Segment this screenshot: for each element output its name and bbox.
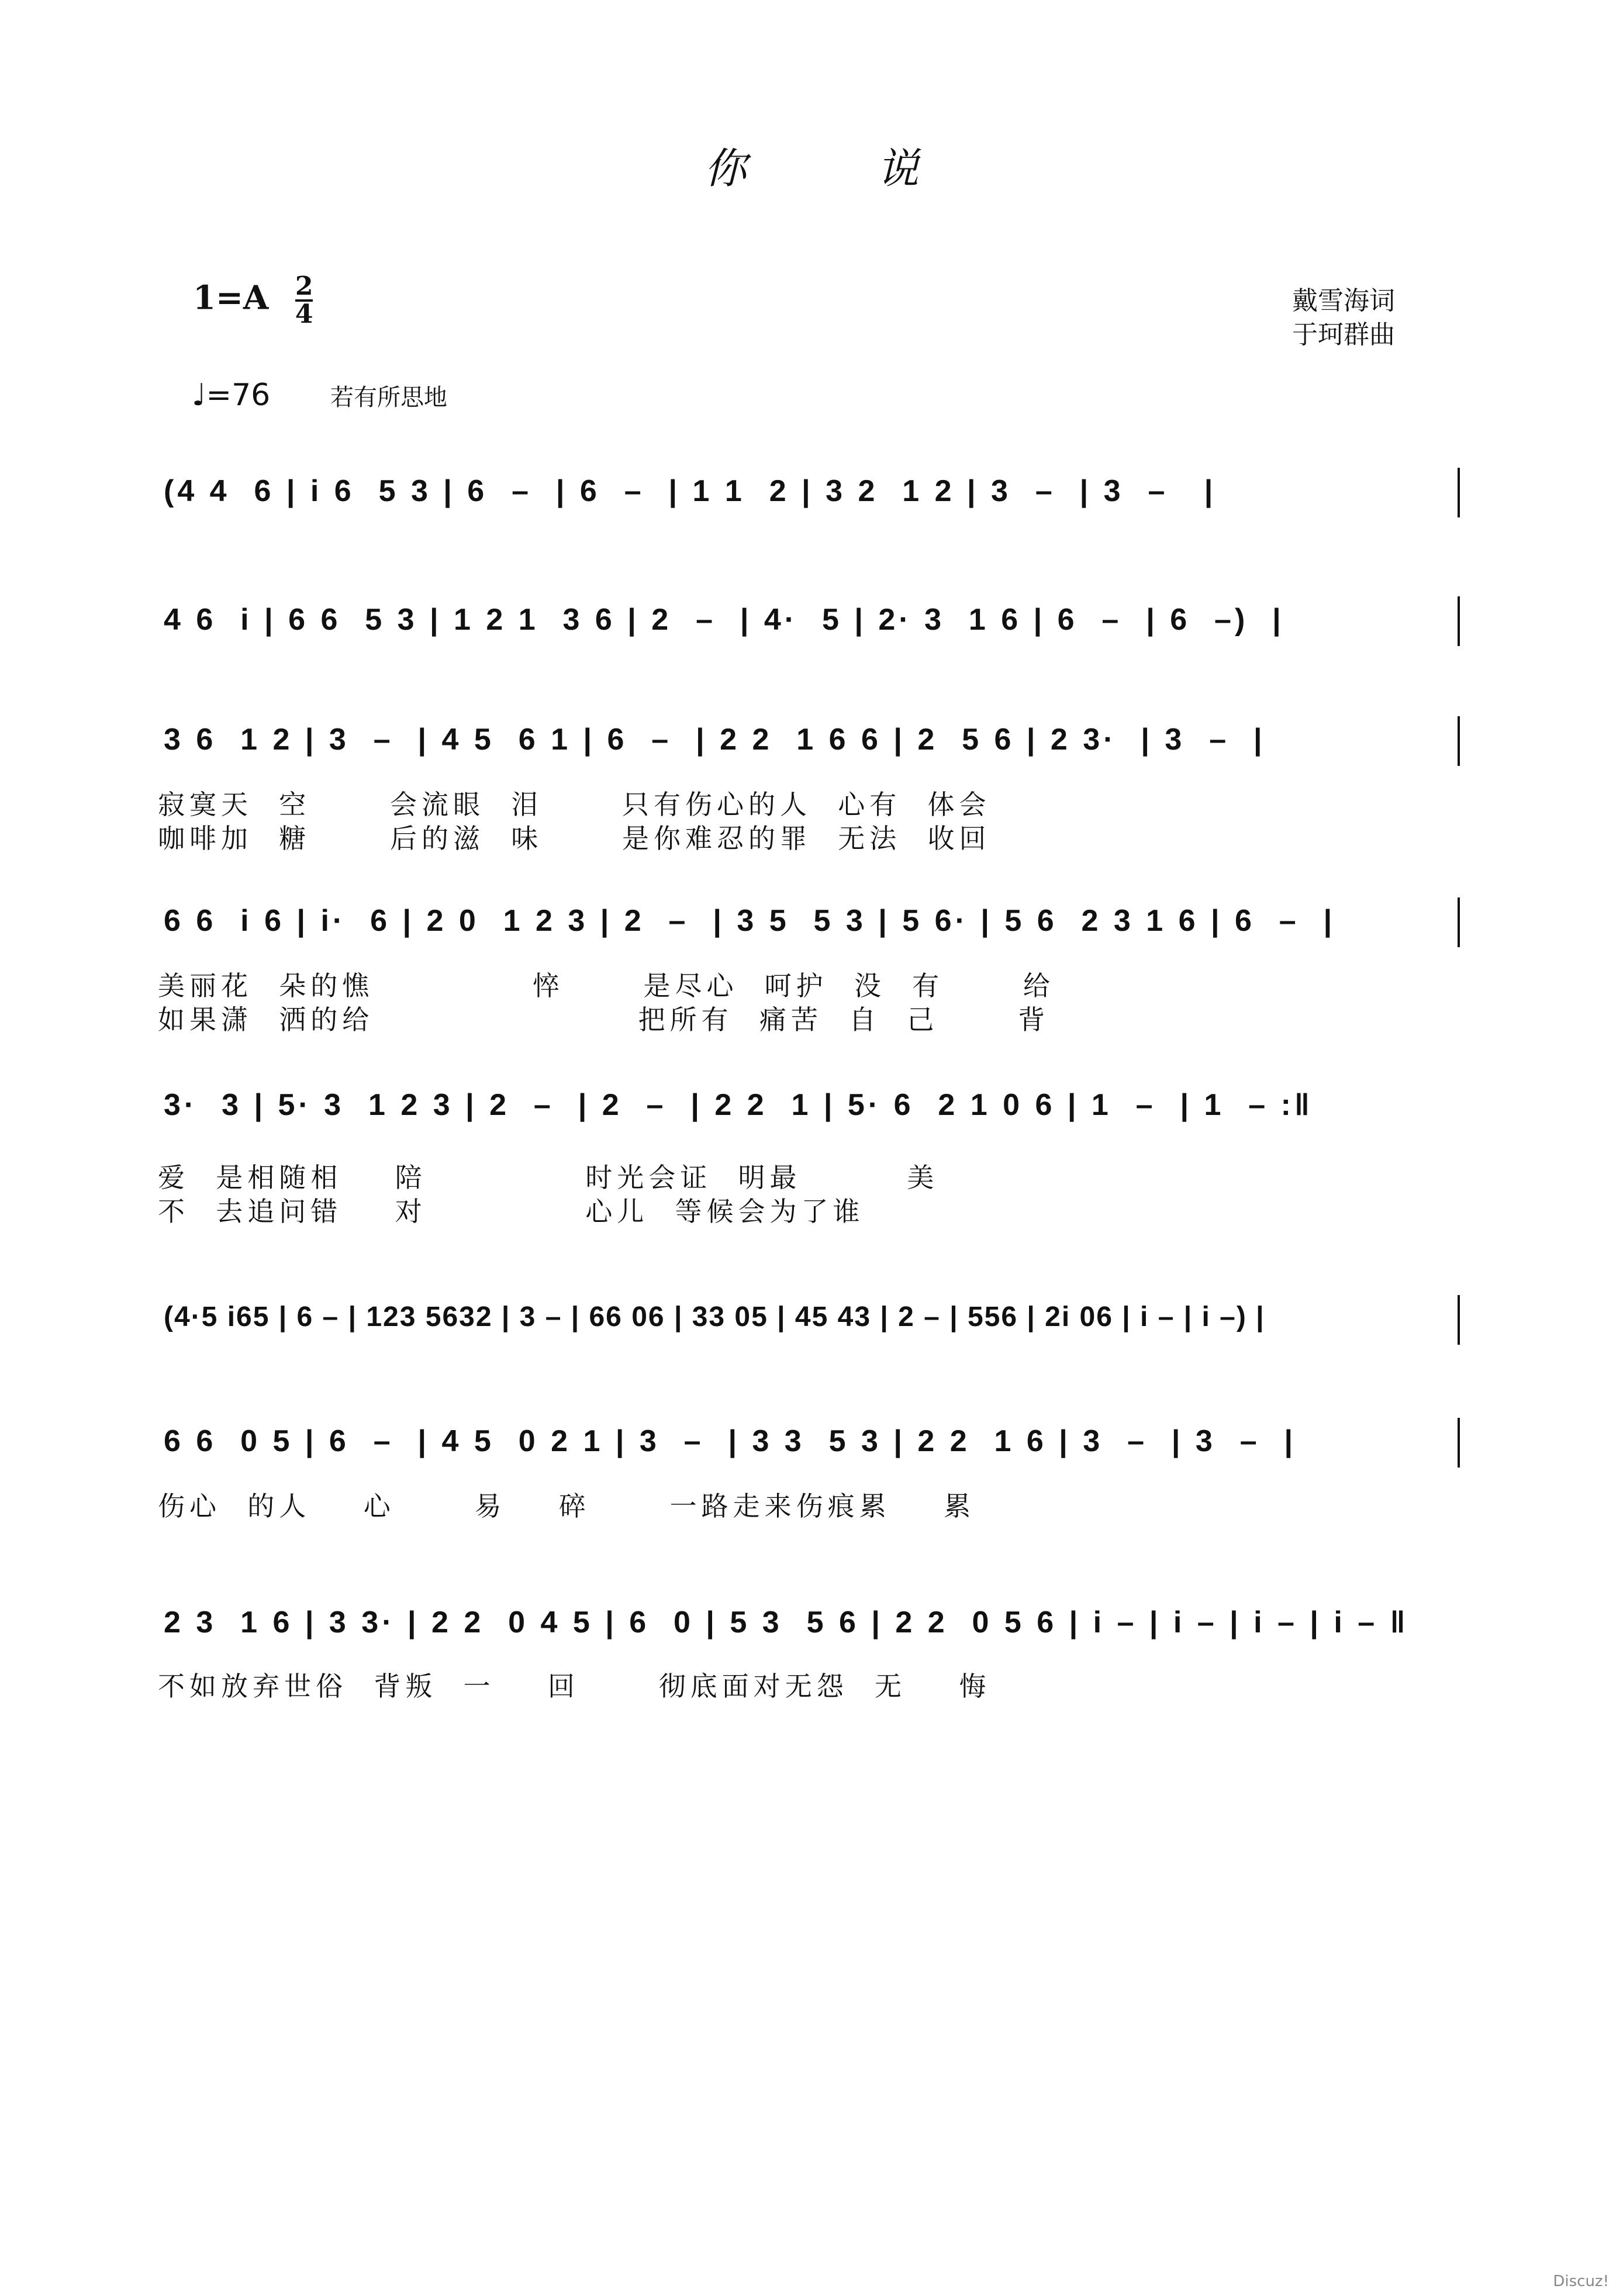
- time-signature: [295, 271, 313, 329]
- lyrics-row-8-verse-1: 不如放弃世俗 背叛 一 回 彻底面对无怨 无 悔: [158, 1670, 991, 1702]
- expression-text: 若有所思地: [330, 384, 447, 411]
- score-row-3: 3 6 1 2 | 3 – | 4 5 6 1 | 6 – | 2 2 1 6 6 | 2 5 6 | 2 3· | 3 – |: [164, 723, 1266, 757]
- score-row-1: (4 4 6 | i 6 5 3 | 6 – | 6 – | 1 1 2 | 3 2 1 2 | 3 – | 3 – |: [164, 474, 1217, 508]
- lyricist: 戴雪海词: [1292, 286, 1395, 316]
- tempo-value: ♩=76: [192, 378, 271, 413]
- lyrics-row-7-verse-1: 伤心 的人 心 易 碎 一路走来伤痕累 累: [158, 1490, 976, 1522]
- lyrics-row-3-verse-2: 咖啡加 糖 后的滋 味 是你难忍的罪 无法 收回: [158, 823, 991, 854]
- song-title: [0, 134, 1623, 195]
- tempo-marking: [192, 378, 447, 413]
- lyrics-row-4-verse-1: 美丽花 朵的憔 悴 是尽心 呵护 没 有 给: [158, 970, 1055, 1002]
- key-signature: [193, 271, 313, 329]
- score-row-4: 6 6 i 6 | i· 6 | 2 0 1 2 3 | 2 – | 3 5 5 3 | 5 6· | 5 6 2 3 1 6 | 6 – |: [164, 904, 1336, 938]
- score-row-5: 3· 3 | 5· 3 1 2 3 | 2 – | 2 – | 2 2 1 | 5· 6 2 1 0 6 | 1 – | 1 – :‖: [164, 1088, 1313, 1122]
- composer: 于珂群曲: [1292, 320, 1395, 350]
- lyrics-row-5-verse-1: 爱 是相随相 陪 时光会证 明最 美: [158, 1162, 939, 1193]
- watermark: Discuz!: [1553, 2273, 1609, 2290]
- key-label: 1=A: [193, 278, 269, 317]
- title-char-1: 你: [704, 144, 747, 193]
- title-char-2: 说: [876, 144, 919, 193]
- lyrics-row-4-verse-2: 如果潇 洒的给 把所有 痛苦 自 己 背: [158, 1004, 1050, 1035]
- lyrics-row-5-verse-2: 不 去追问错 对 心儿 等候会为了谁: [158, 1196, 865, 1227]
- score-row-8: 2 3 1 6 | 3 3· | 2 2 0 4 5 | 6 0 | 5 3 5 6 | 2 2 0 5 6 | i – | i – | i – | i – ‖: [164, 1606, 1409, 1639]
- time-bottom: 4: [295, 299, 313, 329]
- score-row-7: 6 6 0 5 | 6 – | 4 5 0 2 1 | 3 – | 3 3 5 3 | 2 2 1 6 | 3 – | 3 – |: [164, 1424, 1297, 1458]
- time-top: 2: [295, 271, 313, 301]
- score-row-2: 4 6 i | 6 6 5 3 | 1 2 1 3 6 | 2 – | 4· 5 | 2· 3 1 6 | 6 – | 6 –) |: [164, 603, 1284, 637]
- credits: [1292, 284, 1395, 352]
- score-row-6: (4·5 i65 | 6 – | 123 5632 | 3 – | 66 06 | 33 05 | 45 43 | 2 – | 556 | 2i 06 | i – | i –) |: [164, 1301, 1265, 1332]
- lyrics-row-3-verse-1: 寂寞天 空 会流眼 泪 只有伤心的人 心有 体会: [158, 789, 991, 820]
